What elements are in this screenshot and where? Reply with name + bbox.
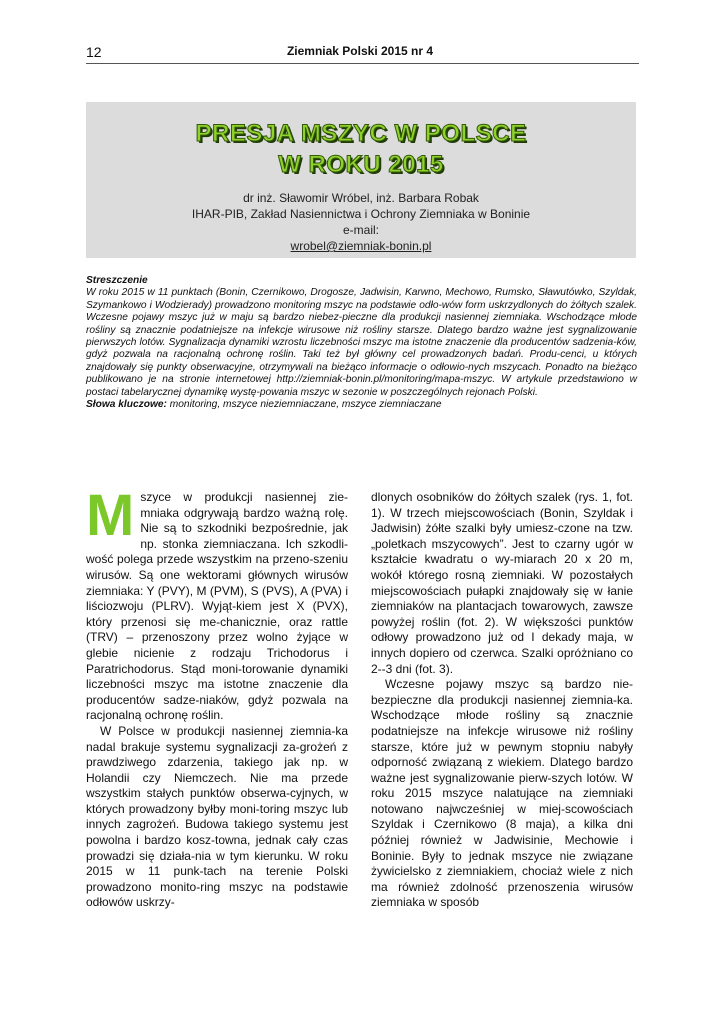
paragraph-intro	[86, 483, 348, 724]
abstract-heading: Streszczenie	[86, 275, 148, 286]
journal-title: Ziemniak Polski 2015 nr 4	[286, 44, 434, 58]
paragraph: dlonych osobników do żółtych szalek (rys. 1, fot. 1). W trzech miejscowościach (Bonin, Szyldak i Jadwisin) żółte szalki były umiesz-czone na tzw. „poletkach mszycowych”. Jest to czarny ugór w kształcie kwadratu o wy-miarach 20 x 20 m, wokół którego rosną ziemniaki. W pozostałych miejscowościach pułapki znajdowały się w łanie ziemniaków na plantacjach towarowych, zawsze powyżej roślin (fot. 2). W większości punktów odłowy prowadzono już od I dekady maja, w innych dopiero od czerwca. Szalki opróżniano co 2--3 dni (fot. 3).	[371, 490, 633, 676]
keywords	[86, 399, 637, 411]
column-right	[371, 490, 633, 911]
byline	[86, 190, 636, 254]
email-link[interactable]: wrobel@ziemniak-bonin.pl	[290, 239, 432, 253]
header-rule	[86, 63, 639, 64]
article-title	[86, 102, 636, 180]
paragraph: Wczesne pojawy mszyc są bardzo nie-bezpieczne dla produkcji nasiennej ziemnia-ka. Wschodzące młode rośliny są znacznie podatniejsze na infekcje wirusowe niż rośliny starsze, które już w pewnym stopniu nabyły odporność związaną z wiekiem. Dlatego bardzo ważne jest sygnalizowanie pierw-szych lotów. W roku 2015 mszyce nalatujące na ziemniaki notowano najwcześniej w miej-scowościach Szyldak i Czernikowo (8 maja), a kilka dni później również w Jadwisinie, Mechowie i Boninie. Były to jednak mszyce nie związane żywicielsko z ziemniakiem, chociaż wiele z nich ma również zdolność przenoszenia wirusów ziemniaka w sposób	[371, 677, 633, 910]
keywords-label: Słowa kluczowe:	[86, 399, 167, 411]
article-title-line-2: W ROKU 2015	[278, 151, 444, 178]
affiliation: IHAR-PIB, Zakład Nasiennictwa i Ochrony Ziemniaka w Boninie	[191, 207, 531, 221]
paragraph-intro-text: szyce w produkcji nasiennej zie-mniaka odgrywają bardzo ważną rolę. Nie są to szkodniki bezpośrednie, jak np. stonka ziemniaczana. Ich szkodli-wość polega przede wszystkim na przeno-szeniu wirusów. Są one wektorami głównych wirusów ziemniaka: Y (PVY), M (PVM), S (PVS), A (PVA) i liściozwoju (PLRV). Wyjąt-kiem jest X (PVX), który przenosi się me-chanicznie, oraz rattle (TRV) – przenoszony przez wolno żyjące w glebie nicienie z rodzaju Trichodorus i Paratrichodorus. Stąd moni-torowanie dynamiki liczebności mszyc ma istotne znaczenie dla producentów sadze-niaków, gdyż pozwala na racjonalną ochronę roślin.	[86, 490, 348, 723]
abstract	[86, 275, 637, 411]
page-number: 12	[86, 44, 102, 60]
article-title-line-1: PRESJA MSZYC W POLSCE	[195, 120, 527, 147]
email-line	[86, 222, 636, 254]
email-label: e-mail:	[342, 223, 379, 237]
title-box	[86, 102, 636, 258]
column-left	[86, 483, 348, 911]
keywords-text: monitoring, mszyce nieziemniaczane, mszyce ziemniaczane	[166, 399, 442, 411]
drop-cap: M	[86, 483, 135, 548]
abstract-text: W roku 2015 w 11 punktach (Bonin, Czernikowo, Drogosze, Jadwisin, Karwno, Mechowo, Rumsko, Sławutówko, Szyldak, Szymankowo i Wodzierady) prowadzono monitoring mszyc na podstawie odło-wów form uskrzydlonych do żółtych szalek. Wczesne pojawy mszyc już w maju są bardzo niebez-pieczne dla produkcji nasiennej ziemniaka. Wschodzące młode rośliny są znacznie podatniejsze na infekcje wirusowe niż rośliny starsze. Dlatego bardzo ważne jest sygnalizowanie pierwszych lotów. Sygnalizacja dynamiki wzrostu liczebności mszyc ma istotne znaczenie dla producentów sadzenia-ków, gdyż pozwala na racjonalną ochronę roślin. Taki też był główny cel prowadzonych badań. Produ-cenci, u których znajdowały się punkty obserwacyjne, otrzymywali na bieżąco informacje o odłowio-nych mszycach. Ponadto na bieżąco publikowano je na stronie internetowej http://ziemniak-bonin.pl/monitoring/mapa-mszyc. W artykule przedstawiono w postaci tabelarycznej dynamikę wystę-powania mszyc w sezonie w poszczególnych rejonach Polski.	[86, 287, 637, 398]
paragraph: W Polsce w produkcji nasiennej ziemnia-ka nadal brakuje systemu sygnalizacji za-grożeń z prawdziwego zdarzenia, takiego jak np. w Holandii czy Niemczech. Nie ma przede wszystkim stałych punktów obserwa-cyjnych, w których prowadzony byłby moni-toring mszyc lub innych zagrożeń. Budowa takiego systemu jest powolna i bardzo kosz-towna, jednak cały czas prowadzi się działa-nia w tym kierunku. W roku 2015 w 11 punk-tach na terenie Polski prowadzono monito-ring mszyc na podstawie odłowów uskrzy-	[86, 723, 348, 910]
authors: dr inż. Sławomir Wróbel, inż. Barbara Robak	[243, 191, 479, 205]
